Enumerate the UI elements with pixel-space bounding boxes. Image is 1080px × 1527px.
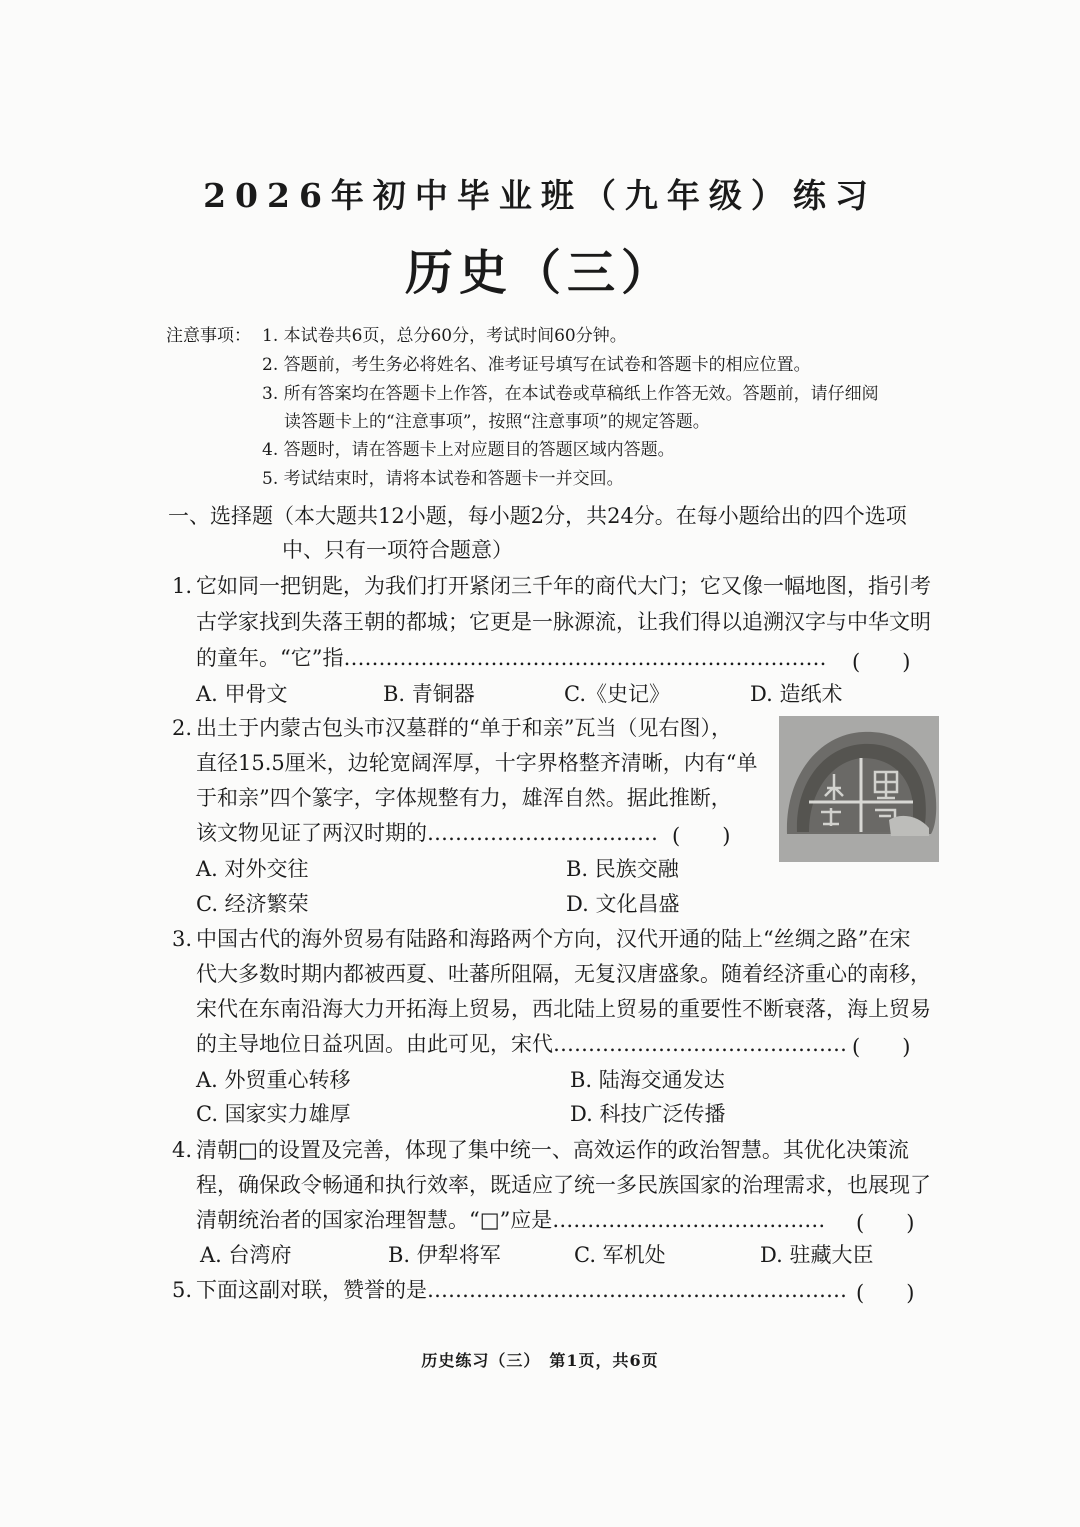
option-d: D. 造纸术 — [750, 682, 843, 706]
question-text: 它如同一把钥匙，为我们打开紧闭三千年的商代大门；它又像一幅地图，指引考 — [196, 574, 931, 598]
subject-title: 历史（三） — [404, 245, 675, 301]
question-text: 出土于内蒙古包头市汉墓群的“单于和亲”瓦当（见右图）， — [196, 716, 732, 740]
note-item: 1. 本试卷共6页，总分60分，考试时间60分钟。 — [262, 326, 627, 346]
answer-paren: ( ) — [856, 1281, 915, 1305]
question-text: 直径15.5厘米，边轮宽阔浑厚，十字界格整齐清晰，内有“单 — [196, 751, 758, 775]
question-text: 的童年。“它”指…………………………………………………………… — [196, 646, 827, 670]
question-text: 代大多数时期内都被西夏、吐蕃所阻隔，无复汉唐盛象。随着经济重心的南移， — [196, 962, 931, 986]
wadang-roof-tile-image — [779, 716, 939, 862]
answer-paren: ( ) — [852, 650, 911, 674]
question-text: 的主导地位日益巩固。由此可见，宋代…………………………………… — [196, 1032, 847, 1056]
note-item: 4. 答题时，请在答题卡上对应题目的答题区域内答题。 — [262, 440, 675, 460]
question-number: 1. — [172, 574, 193, 598]
option-a: A. 台湾府 — [200, 1243, 292, 1267]
question-number: 4. — [172, 1138, 193, 1162]
option-b: B. 伊犁将军 — [388, 1243, 501, 1267]
section-heading: 一、选择题（本大题共12小题，每小题2分，共24分。在每小题给出的四个选项 — [168, 504, 907, 528]
question-text: 清朝□的设置及完善，体现了集中统一、高效运作的政治智慧。其优化决策流 — [196, 1138, 909, 1162]
answer-paren: ( ) — [852, 1035, 911, 1059]
question-text: 该文物见证了两汉时期的…………………………… — [196, 821, 658, 845]
section-heading-cont: 中、只有一项符合题意） — [282, 538, 513, 562]
page-footer: 历史练习（三） 第1页，共6页 — [421, 1351, 659, 1370]
option-b: B. 陆海交通发达 — [570, 1068, 725, 1092]
notes-label: 注意事项： — [166, 326, 251, 346]
question-text: 于和亲”四个篆字，字体规整有力，雄浑自然。据此推断， — [196, 786, 732, 810]
option-a: A. 对外交往 — [196, 857, 309, 881]
answer-paren: ( ) — [672, 824, 731, 848]
exam-title: 2026年初中毕业班（九年级）练习 — [203, 176, 877, 215]
option-c: C. 经济繁荣 — [196, 892, 309, 916]
note-item: 读答题卡上的“注意事项”，按照“注意事项”的规定答题。 — [284, 412, 710, 432]
question-text: 下面这副对联，赞誉的是…………………………………………………… — [196, 1278, 847, 1302]
option-a: A. 外贸重心转移 — [196, 1068, 351, 1092]
question-text: 程，确保政令畅通和执行效率，既适应了统一多民族国家的治理需求，也展现了 — [196, 1173, 931, 1197]
option-d: D. 科技广泛传播 — [570, 1102, 726, 1126]
option-d: D. 驻藏大臣 — [760, 1243, 874, 1267]
note-item: 2. 答题前，考生务必将姓名、准考证号填写在试卷和答题卡的相应位置。 — [262, 355, 811, 375]
option-b: B. 民族交融 — [566, 857, 679, 881]
question-text: 中国古代的海外贸易有陆路和海路两个方向，汉代开通的陆上“丝绸之路”在宋 — [196, 927, 911, 951]
option-b: B. 青铜器 — [383, 682, 475, 706]
question-number: 3. — [172, 927, 193, 951]
question-number: 2. — [172, 716, 193, 740]
option-a: A. 甲骨文 — [196, 682, 288, 706]
note-item: 5. 考试结束时，请将本试卷和答题卡一并交回。 — [262, 469, 624, 489]
option-c: C. 军机处 — [574, 1243, 666, 1267]
question-number: 5. — [172, 1278, 193, 1302]
note-item: 3. 所有答案均在答题卡上作答，在本试卷或草稿纸上作答无效。答题前，请仔细阅 — [262, 384, 879, 404]
answer-paren: ( ) — [856, 1211, 915, 1235]
option-c: C. 国家实力雄厚 — [196, 1102, 351, 1126]
question-text: 宋代在东南沿海大力开拓海上贸易，西北陆上贸易的重要性不断衰落，海上贸易 — [196, 997, 931, 1021]
question-text: 古学家找到失落王朝的都城；它更是一脉源流，让我们得以追溯汉字与中华文明 — [196, 610, 931, 634]
option-d: D. 文化昌盛 — [566, 892, 680, 916]
option-c: C.《史记》 — [564, 682, 670, 706]
question-text: 清朝统治者的国家治理智慧。“□”应是………………………………… — [196, 1208, 826, 1232]
